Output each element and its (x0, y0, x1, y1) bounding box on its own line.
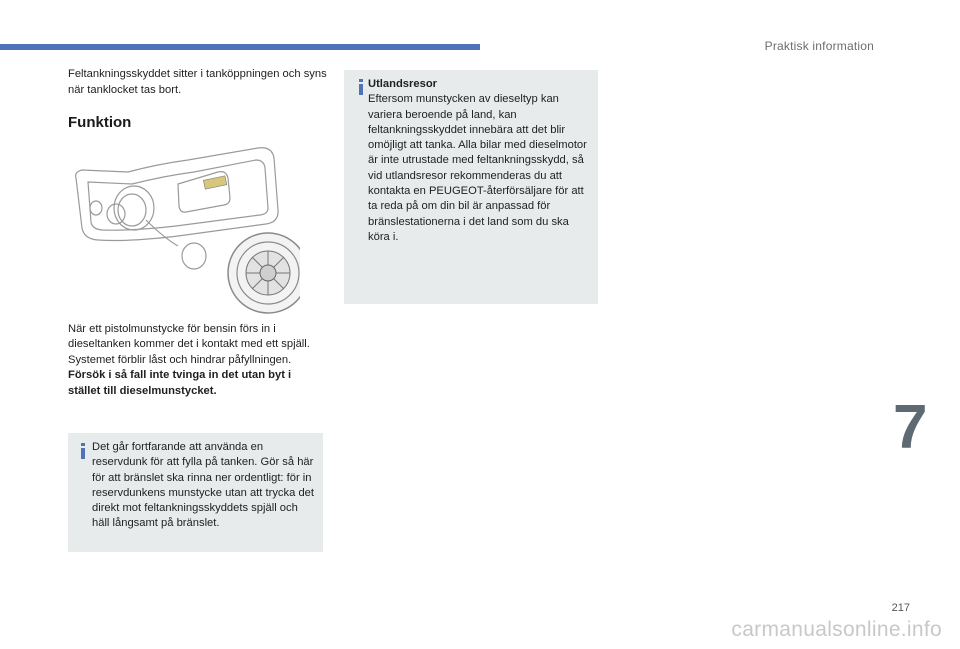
info-box-abroad-title: Utlandsresor (368, 78, 438, 90)
intro-text: Feltankningsskyddet sitter i tanköppningen och syns när tanklocket tas bort. (68, 68, 327, 96)
info-box-abroad-content (368, 77, 593, 245)
section-heading: Funktion (68, 114, 132, 131)
function-paragraph: När ett pistolmunstycke för bensin förs in i dieseltanken kommer det i kontakt med ett spjäll. Systemet förblir låst och hindrar påfyllningen. (68, 323, 310, 366)
info-box-reserve-canister (68, 433, 323, 552)
page-number: 217 (891, 602, 910, 614)
info-icon (354, 79, 368, 95)
info-box-abroad-text: Eftersom munstycken av dieseltyp kan variera beroende på land, kan feltankningsskyddet innebära att det blir omöjligt att tanka. Alla bilar med dieselmotor är inte utrustade med feltankningsskydd, så vid utlandsresor rekommenderas du att kontakta en PEUGEOT-återförsäljare för att ta reda på om din bil är anpassad för bränslestationerna i det land som du ska köra i. (368, 93, 587, 243)
chapter-number: 7 (893, 393, 928, 462)
function-warning: Försök i så fall inte tvinga in det utan byt i stället till dieselmunstycket. (68, 369, 292, 397)
fuel-filler-drawing (68, 138, 300, 314)
fuel-filler-illustration (68, 138, 300, 314)
info-box-abroad (344, 70, 598, 304)
info-icon (76, 443, 90, 459)
header-accent-bar (0, 44, 480, 50)
section-title: Praktisk information (764, 39, 874, 53)
info-box-reserve-text: Det går fortfarande att använda en reservdunk för att fylla på tanken. Gör så här för att bränslet ska rinna ner ordentligt: för in reservdunkens munstycke utan att trycka det direkt mot feltankningsskyddets spjäll och häll långsamt på bränslet. (92, 441, 314, 530)
function-description (68, 322, 318, 399)
watermark: carmanualsonline.info (731, 618, 942, 641)
